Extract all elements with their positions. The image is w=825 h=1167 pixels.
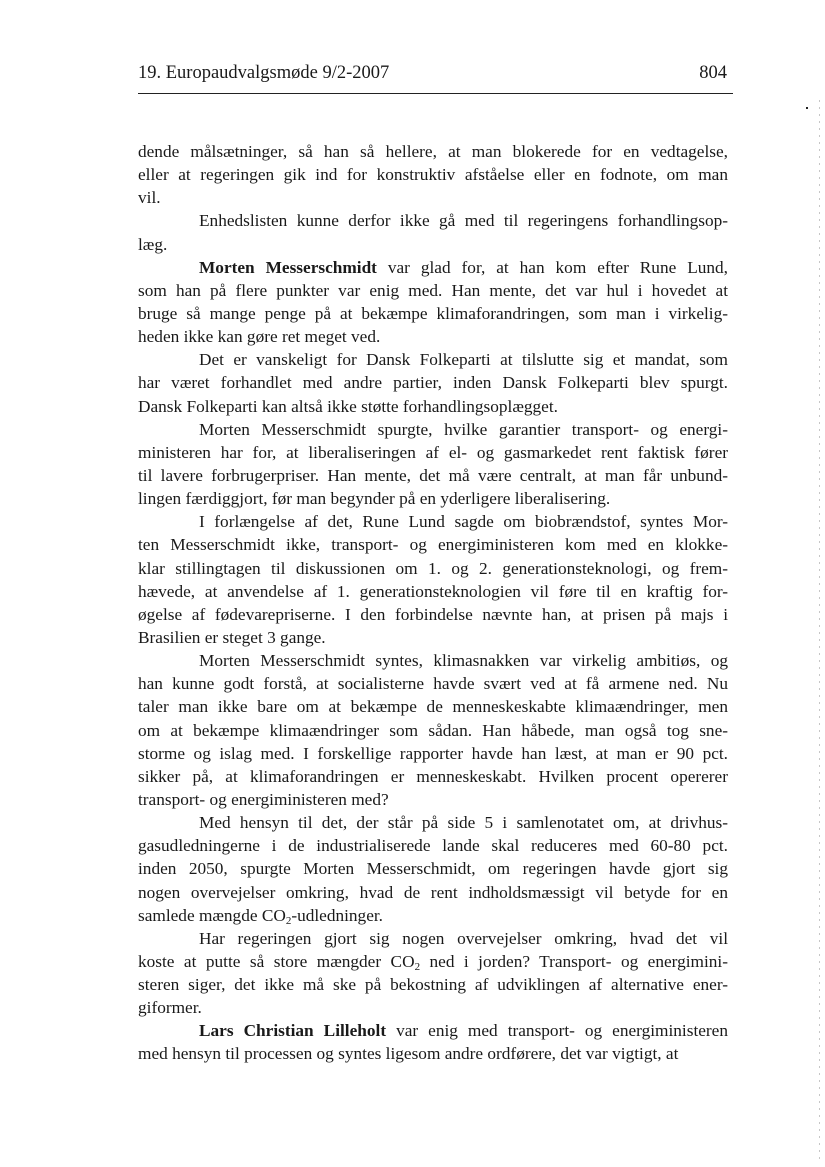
line-text: Brasilien er steget 3 gange. bbox=[138, 627, 326, 647]
line-text: transport- og energiministeren med? bbox=[138, 789, 389, 809]
text-line bbox=[138, 626, 728, 649]
text-line bbox=[138, 765, 728, 788]
line-text: koste at putte så store mængder CO bbox=[138, 951, 415, 971]
text-line bbox=[138, 695, 728, 718]
line-text: bruge så mange penge på at bekæmpe klimaforandringen, som man i virkelig- bbox=[138, 303, 728, 323]
text-line bbox=[138, 1042, 728, 1065]
header-title: 19. Europaudvalgsmøde 9/2-2007 bbox=[138, 63, 390, 83]
text-line bbox=[138, 672, 728, 695]
text-line bbox=[138, 209, 728, 232]
text-line bbox=[138, 256, 728, 279]
text-line bbox=[138, 857, 728, 880]
line-text: Har regeringen gjort sig nogen overvejelser omkring, hvad det vil bbox=[199, 928, 728, 948]
text-line bbox=[138, 788, 728, 811]
text-line bbox=[138, 348, 728, 371]
line-text: nogen overvejelser omkring, hvad de rent indholdsmæssigt vil betyde for en bbox=[138, 882, 728, 902]
text-line bbox=[138, 881, 728, 904]
subscript: 2 bbox=[414, 960, 421, 973]
text-line bbox=[138, 742, 728, 765]
line-text: inden 2050, spurgte Morten Messerschmidt, om regeringen havde gjort sig bbox=[138, 859, 728, 879]
page-number: 804 bbox=[699, 63, 727, 83]
line-text: ned i jorden? Transport- og energimini- bbox=[420, 951, 728, 971]
speaker-name: Lars Christian Lilleholt bbox=[199, 1021, 387, 1041]
text-line bbox=[138, 302, 728, 325]
text-line bbox=[138, 996, 728, 1019]
line-text: storme og islag med. I forskellige rapporter havde han læst, at man er 90 pct. bbox=[138, 743, 728, 763]
line-text: I forlængelse af det, Rune Lund sagde om biobrændstof, syntes Mor- bbox=[199, 512, 728, 532]
line-text: var glad for, at han kom efter Rune Lund, bbox=[376, 257, 728, 277]
line-text: om at bekæmpe klimaændringer som sådan. Han håbede, man også tog sne- bbox=[138, 720, 728, 740]
text-line bbox=[138, 418, 728, 441]
text-line bbox=[138, 464, 728, 487]
text-line bbox=[138, 186, 728, 209]
line-text: øgelse af fødevarepriserne. I den forbindelse nævnte han, at prisen på majs i bbox=[138, 604, 728, 624]
line-text: lingen færdiggjort, før man begynder på en yderligere liberalisering. bbox=[138, 489, 611, 509]
line-text: med hensyn til processen og syntes ligesom andre ordførere, det var vigtigt, at bbox=[138, 1044, 679, 1064]
line-text: -udledninger. bbox=[291, 905, 383, 925]
line-text: hævede, at anvendelse af 1. generationsteknologien vil føre til en kraftig for- bbox=[138, 581, 728, 601]
line-text: har været forhandlet med andre partier, inden Dansk Folkeparti blev spurgt. bbox=[138, 373, 728, 393]
text-line bbox=[138, 325, 728, 348]
text-line bbox=[138, 395, 728, 418]
line-text: dende målsætninger, så han så hellere, at man blokerede for en vedtagelse, bbox=[138, 142, 728, 161]
text-line bbox=[138, 904, 728, 927]
scan-speck bbox=[806, 107, 808, 109]
line-text: Dansk Folkeparti kan altså ikke støtte forhandlingsoplægget. bbox=[138, 396, 558, 416]
subscript: 2 bbox=[285, 914, 292, 927]
line-text: gasudledningerne i de industrialiserede lande skal reduceres med 60-80 pct. bbox=[138, 836, 728, 856]
text-line bbox=[138, 649, 728, 672]
line-text: ministeren har for, at liberaliseringen af el- og gasmarkedet rent faktisk fører bbox=[138, 442, 728, 462]
text-line bbox=[138, 927, 728, 950]
text-line bbox=[138, 279, 728, 302]
text-line bbox=[138, 487, 728, 510]
line-text: var enig med transport- og energiministeren bbox=[386, 1021, 728, 1041]
body-text bbox=[138, 140, 728, 1066]
text-line bbox=[138, 510, 728, 533]
text-line bbox=[138, 557, 728, 580]
line-text: han kunne godt forstå, at socialisterne havde svært ved at få armene ned. Nu bbox=[138, 674, 728, 694]
text-line bbox=[138, 834, 728, 857]
line-text: samlede mængde CO bbox=[138, 905, 286, 925]
text-line bbox=[138, 371, 728, 394]
line-text: eller at regeringen gik ind for konstruktiv afståelse eller en fodnote, om man bbox=[138, 165, 728, 185]
line-text: heden ikke kan gøre ret meget ved. bbox=[138, 327, 381, 347]
line-text: læg. bbox=[138, 234, 168, 254]
text-line bbox=[138, 580, 728, 603]
text-line bbox=[138, 719, 728, 742]
running-header bbox=[138, 62, 733, 88]
text-line bbox=[138, 533, 728, 556]
text-line bbox=[138, 603, 728, 626]
header-rule bbox=[138, 93, 733, 94]
line-text: sikker på, at klimaforandringen er menneskeskabt. Hvilken procent opererer bbox=[138, 766, 728, 786]
line-text: Morten Messerschmidt spurgte, hvilke garantier transport- og energi- bbox=[199, 419, 728, 439]
line-text: ten Messerschmidt ikke, transport- og energiministeren kom med en klokke- bbox=[138, 535, 728, 555]
line-text: vil. bbox=[138, 188, 161, 208]
line-text: til lavere forbrugerpriser. Han mente, det må være centralt, at man får unbund- bbox=[138, 465, 728, 485]
line-text: klar stillingtagen til diskussionen om 1. og 2. generationsteknologi, og frem- bbox=[138, 558, 728, 578]
line-text: giformer. bbox=[138, 998, 202, 1018]
text-line bbox=[138, 163, 728, 186]
text-line bbox=[138, 811, 728, 834]
text-line bbox=[138, 441, 728, 464]
line-text: steren siger, det ikke må ske på bekostning af udviklingen af alternative ener- bbox=[138, 975, 728, 995]
line-text: Det er vanskeligt for Dansk Folkeparti at tilslutte sig et mandat, som bbox=[199, 350, 728, 370]
line-text: Med hensyn til det, der står på side 5 i samlenotatet om, at drivhus- bbox=[199, 813, 728, 833]
text-line bbox=[138, 233, 728, 256]
text-line bbox=[138, 140, 728, 163]
text-line bbox=[138, 973, 728, 996]
speaker-name: Morten Messerschmidt bbox=[199, 257, 377, 277]
line-text: Enhedslisten kunne derfor ikke gå med til regeringens forhandlingsop- bbox=[199, 211, 728, 231]
line-text: som han på flere punkter var enig med. Han mente, det var hul i hovedet at bbox=[138, 280, 728, 300]
text-line bbox=[138, 950, 728, 973]
line-text: taler man ikke bare om at bekæmpe de menneskeskabte klimaændringer, men bbox=[138, 697, 728, 717]
line-text: Morten Messerschmidt syntes, klimasnakken var virkelig ambitiøs, og bbox=[199, 651, 728, 671]
text-line bbox=[138, 1019, 728, 1042]
scan-edge-artifact bbox=[819, 100, 820, 1160]
